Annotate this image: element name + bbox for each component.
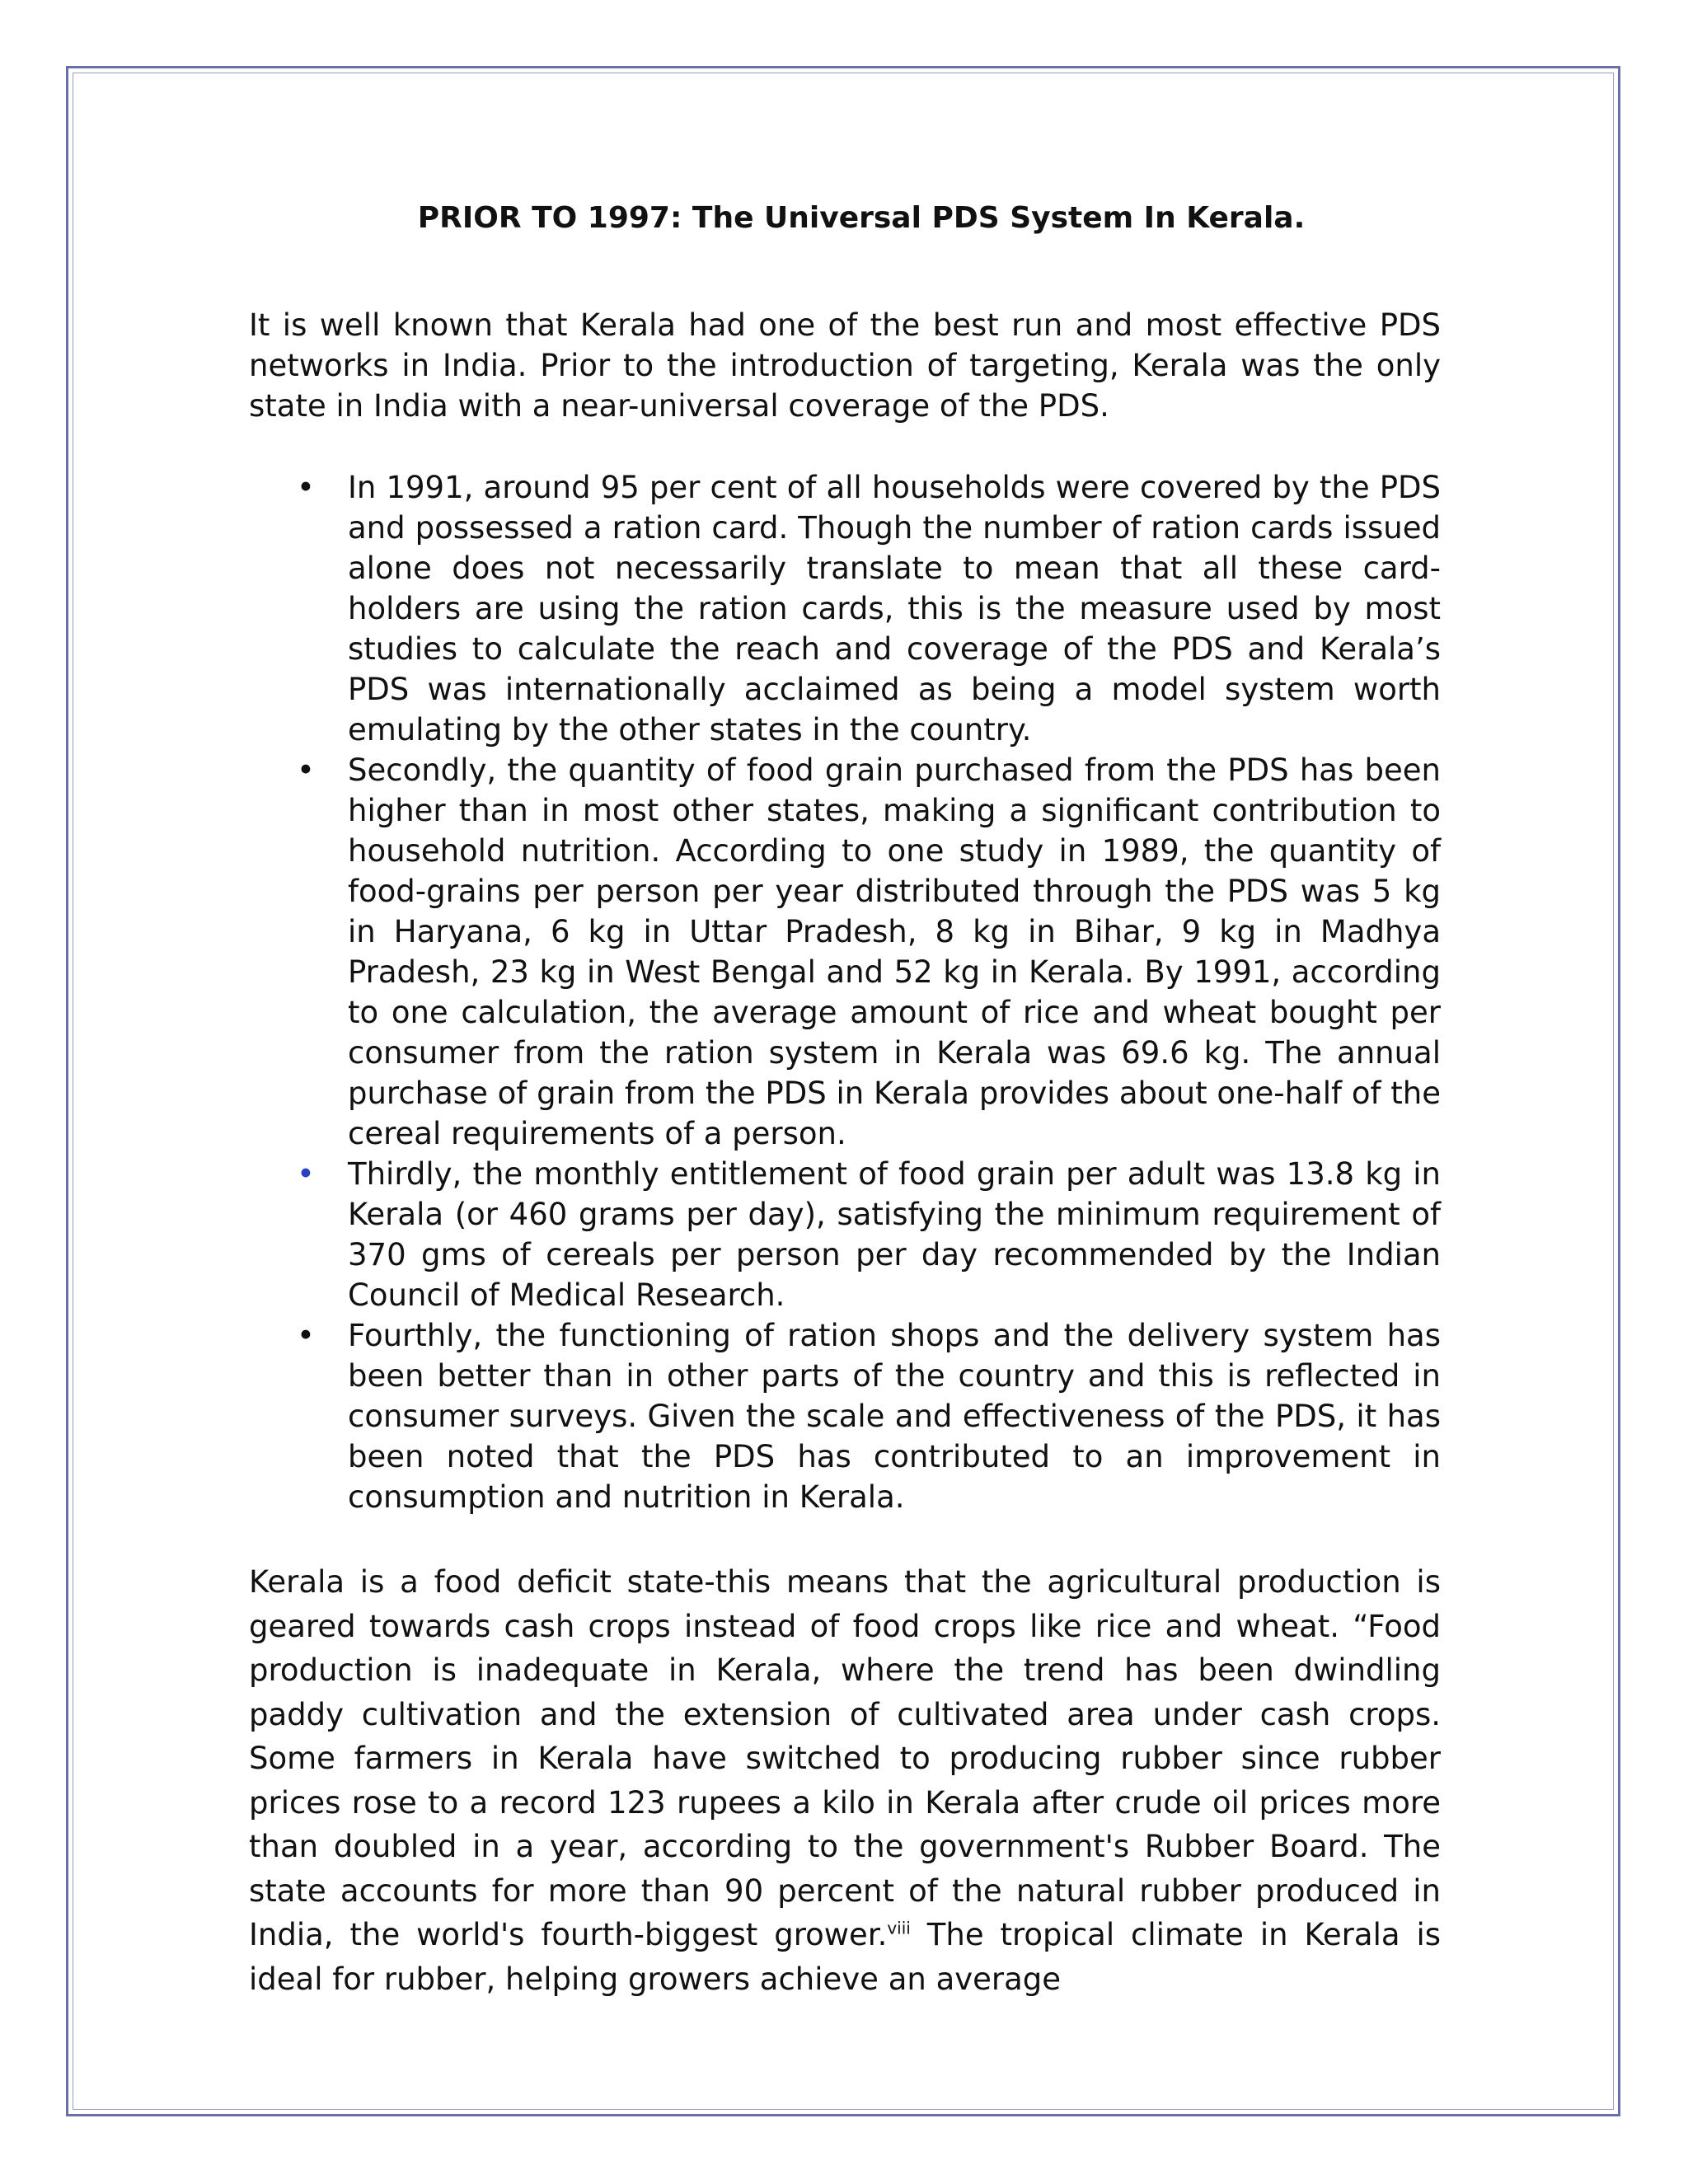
list-item xyxy=(249,1154,1441,1315)
document-body xyxy=(249,198,1441,2001)
bullet-icon: • xyxy=(297,1156,315,1192)
bullet-text: Secondly, the quantity of food grain purchased from the PDS has been higher than in most other states, making a significant contribution to household nutrition. According to one study in 1989, the quantity of food-grains per person per year distributed through the PDS was 5 kg in Haryana, 6 kg in Uttar Pradesh, 8 kg in Bihar, 9 kg in Madhya Pradesh, 23 kg in West Bengal and 52 kg in Kerala. By 1991, according to one calculation, the average amount of rice and wheat bought per consumer from the ration system in Kerala was 69.6 kg. The annual purchase of grain from the PDS in Kerala provides about one-half of the cereal requirements of a person. xyxy=(348,752,1441,1151)
bullet-text: In 1991, around 95 per cent of all households were covered by the PDS and possessed a ration card. Though the number of ration cards issued alone does not necessarily translate to mean that all these card-holders are using the ration cards, this is the measure used by most studies to calculate the reach and coverage of the PDS and Kerala’s PDS was internationally acclaimed as being a model system worth emulating by the other states in the country. xyxy=(348,470,1441,748)
intro-paragraph: It is well known that Kerala had one of the best run and most effective PDS networks in India. Prior to the introduction of targeting, Kerala was the only state in India with a near-universal coverage of the PDS. xyxy=(249,307,1441,424)
closing-text-continued: The tropical climate in Kerala is ideal for rubber, helping growers achieve an average xyxy=(249,1917,1442,1997)
bullet-list xyxy=(249,467,1441,1517)
bullet-icon: • xyxy=(297,470,315,505)
bullet-icon: • xyxy=(297,1318,315,1353)
footnote-marker[interactable]: viii xyxy=(887,1918,911,1938)
list-item xyxy=(249,750,1441,1154)
list-item xyxy=(249,467,1441,750)
list-item xyxy=(249,1315,1441,1517)
bullet-icon: • xyxy=(297,752,315,788)
closing-text: Kerala is a food deficit state-this means that the agricultural production is geared towards cash crops instead of food crops like rice and wheat. “Food production is inadequate in Kerala, where the trend has been dwindling paddy cultivation and the extension of cultivated area under cash crops. Some farmers in Kerala have switched to producing rubber since rubber prices rose to a record 123 rupees a kilo in Kerala after crude oil prices more than doubled in a year, according to the government's Rubber Board. The state accounts for more than 90 percent of the natural rubber produced in India, the world's fourth-biggest grower. xyxy=(249,1564,1441,1952)
bullet-text: Fourthly, the functioning of ration shops and the delivery system has been better than in other parts of the country and this is reflected in consumer surveys. Given the scale and effectiveness of the PDS, it has been noted that the PDS has contributed to an improvement in consumption and nutrition in Kerala. xyxy=(348,1318,1441,1515)
closing-paragraph xyxy=(249,1560,1441,2001)
bullet-text: Thirdly, the monthly entitlement of food grain per adult was 13.8 kg in Kerala (or 460 grams per day), satisfying the minimum requirement of 370 gms of cereals per person per day recommended by the Indian Council of Medical Research. xyxy=(348,1156,1441,1313)
document-title: PRIOR TO 1997: The Universal PDS System In Kerala. xyxy=(417,201,1306,235)
